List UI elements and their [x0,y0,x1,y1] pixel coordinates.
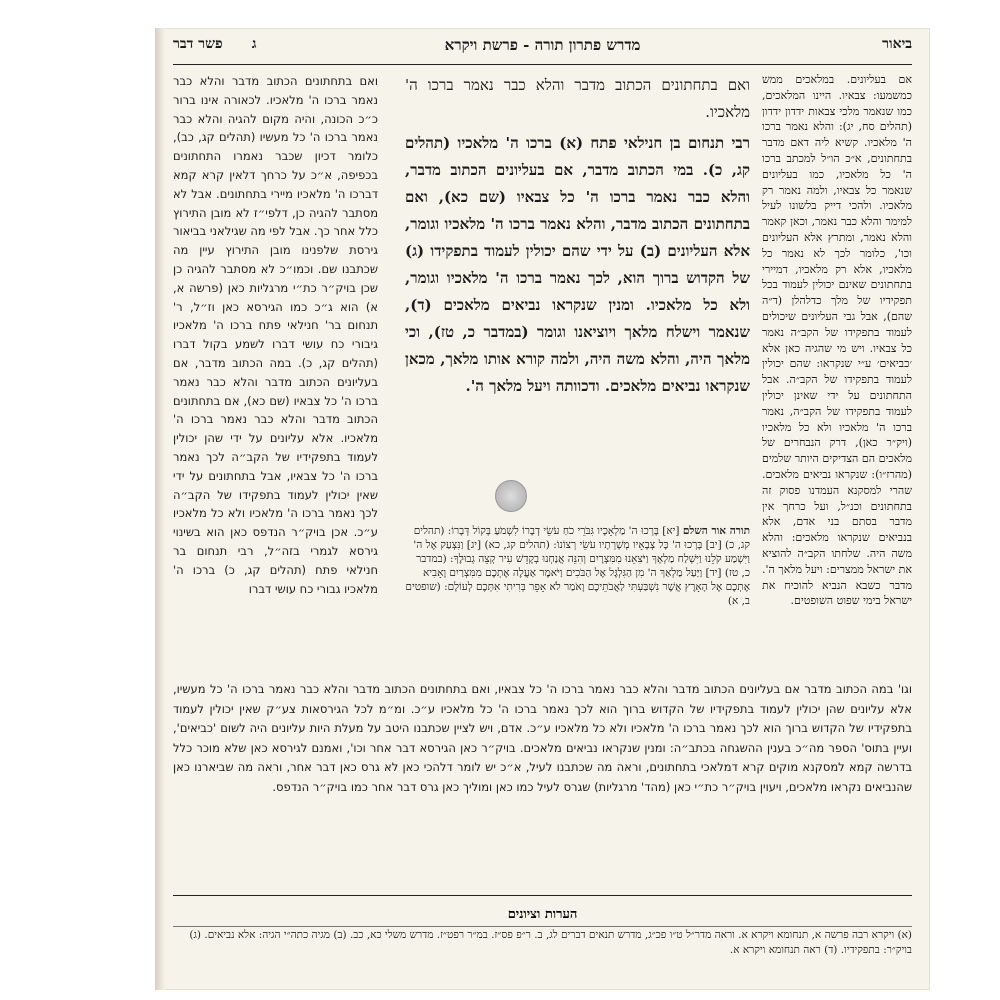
header-pesher-label: פשר דבר [173,36,223,52]
notes-title-rule [173,926,912,927]
notes-rule [173,895,912,896]
midrash-text: רבי תנחום בן חנילאי פתח (א) ברכו ה' מלאכיו (תהלים קג, כ). במי הכתוב מדבר, אם בעליונים הכתוב מדבר, והלא כבר נאמר ברכו ה' כל צבאיו (שם כא), ואם בתחתונים הכתוב מדבר, והלא נאמר ברכו ה' מלאכיו וגומר, אלא העליונים (ב) על ידי שהם יכולין לעמוד בתפקידו (ג) של הקדוש ברוך הוא, לכך נאמר ברכו ה' מלאכיו וגומר, ולא כל מלאכיו. ומנין שנקראו נביאים מלאכים (ד), שנאמר וישלח מלאך ויוציאנו וגומר (במדבר כ, טז), וכי מלאך היה, והלא משה היה, ולמה קורא אותו מלאך, מכאן שנקראו נביאים מלאכים. ודכוותה ויעל מלאך ה'. [405,134,750,395]
header-page-letter: ג [251,36,257,52]
midrash-lead: ואם בתחתונים הכתוב מדבר והלא כבר נאמר ברכו ה' מלאכיו. [405,76,750,121]
page-gutter-shadow [155,28,165,990]
header-rule [173,64,912,65]
publisher-emblem-icon [495,480,527,512]
header-biur-label: ביאור [882,36,912,52]
torah-or-section [405,524,750,664]
notes-text: (א) ויקרא רבה פרשה א, תנחומא ויקרא א. וראה מדר״ל ט״ו פכ״ג, מדרש תנאים דברים לג, ב. ר״פ פס״ז. במ״ר רפט״ז. מדרש משלי כא, כב. (ב) מגיה כתה״י הגיה: אלא נביאים. (ג) בויק״ר: בתפקידיו. (ד) ראה תנחומא ויקרא א. [189,929,912,956]
header-title: מדרש פתרון תורה - פרשת ויקרא [444,36,641,54]
notes-title: הערות וציונים [507,907,578,922]
bottom-commentary [173,680,912,890]
bottom-text: וגו' במה הכתוב מדבר אם בעליונים הכתוב מדבר והלא כבר נאמר ברכו ה' כל צבאיו, ואם בתחתונים הכתוב מדבר והלא כבר נאמר ברכו ה' כל מעשיו, אלא עליונים שהן יכולין לעמוד בתפקידיו של הקדוש ברוך הוא לכך נאמר ברכו ה' כל מלאכיו ע״כ. ומ״מ לכל הגירסאות צע״ק שאין יכולין לעמוד בתפקידיו של הקדוש ברוך הוא לכך נאמר ברכו ה' מלאכיו ולא כל מלאכיו ע״כ. אדם, ויש לציין שכתבנו היטב על מעלת היות עליונים היה לשום 'כביאים', ועיין בתוס' הספר מה״כ בענין ההשגחה בכתב״ה: ומנין שנקראו נביאים מלאכים. בויק״ר כאן הגירסא דבר אחר וכו', ואמנם לגירסא כאן שלא מוכר כלל בדרשה קמא למסקנא מוקים קרא דמלאכי בתחתונים, וראה מה שכתבנו לעיל, א״כ יש לומר דלהכי כאן לא גרס כאן דבר אחר, וראה מה שביארנו כאן שהנביאים נקראו מלאכים, ויעוין בויק״ר כת״י כאן (מהד' מרגליות) שגרס לעיל כמו כאן ומוליך כאן גרס דבר אחר כמו בויק״ר הנדפס. [173,682,912,794]
page-header [173,36,912,60]
pesher-text: ואם בתחתונים הכתוב מדבר והלא כבר נאמר ברכו ה' מלאכיו. לכאורה אינו ברור כ״כ הכונה, והיה מקום להגיה והלא כבר נאמר ברכו ה' כל מעשיו (תהלים קג, כב), כלומר דכיון שכבר נאמרו התחתונים בכפיפה, א״כ על כרחך דלאין קרא קמא דברכו ה' מלאכיו מיירי בתחתונים. אבל לא מסתבר להגיה כן, דלפי״ז לא מובן התירוץ כלל אחר כך. אבל לפי מה שגילאני בביאור גירסת שלפנינו מובן התירוץ עיין מה שכתבנו שם. וכמו״כ לא מסתבר להגיה כן שכן בויק״ר כת״י מרגליות כאן (פרשה א, א) הוא ג״כ כמו הגירסא כאן וז״ל, ר' תנחום בר' חנילאי פתח ברכו ה' מלאכיו גיבורי כח עושי דברו לשמע בקול דברו (תהלים קג, כ). במה הכתוב מדבר, אם בעליונים הכתוב מדבר והלא כבר נאמר ברכו ה' כל צבאיו (שם כא), אם בתחתונים הכתוב מדבר והלא כבר נאמר ברכו ה' מלאכיו. אלא עליונים על ידי שהן יכולין לעמוד בתפקידיו של הקב״ה לכך נאמר ברכו ה' כל צבאיו, אבל בתחתונים על ידי שאין יכולין לעמוד בתפקידו של הקב״ה לכך נאמר ברכו ה' מלאכיו ולא כל מלאכיו ע״כ. אכן בויק״ר הנדפס כאן הוא בשינוי גירסא לגמרי בזה״ל, רבי תנחום בר חנילאי פתח (תהלים קג, כ) ברכו ה' מלאכיו גבורי כח עושי דברו [173,74,378,596]
midrash-column [405,72,750,472]
torah-or-text: [יא] בָּרְכוּ ה' מַלְאָכָיו גִּבֹּרֵי כֹחַ עֹשֵׂי דְבָרוֹ לִשְׁמֹעַ בְּקוֹל דְּבָרוֹ: (תהלים קג, כ) [יב] בָּרְכוּ ה' כָּל צְבָאָיו מְשָׁרְתָיו עֹשֵׂי רְצוֹנוֹ: (תהלים קג, כא) [יג] וַנִּצְעַק אֶל ה' וַיִּשְׁמַע קֹלֵנוּ וַיִּשְׁלַח מַלְאָךְ וַיֹּצִאֵנוּ מִמִּצְרָיִם וְהִנֵּה אֲנַחְנוּ בְקָדֵשׁ עִיר קְצֵה גְבוּלֶךָ: (במדבר כ, טז) [יד] וַיַּעַל מַלְאַךְ ה' מִן הַגִּלְגָּל אֶל הַבֹּכִים וַיֹּאמֶר אַעֲלֶה אֶתְכֶם מִמִּצְרַיִם וָאָבִיא אֶתְכֶם אֶל הָאָרֶץ אֲשֶׁר נִשְׁבַּעְתִּי לַאֲבֹתֵיכֶם וָאֹמַר לֹא אָפֵר בְּרִיתִי אִתְּכֶם לְעוֹלָם: (שופטים ב, א) [405,525,750,607]
biur-column [762,72,912,762]
pesher-column [173,72,378,678]
biur-text: אם בעליונים. במלאכים ממש כמשמעו: צבאיו. היינו המלאכים, כמו שנאמר מלכי צבאות ידדון ידדון (תהלים סח, יג): והלא נאמר ברכו ה' מלאכיו. קשיא ליה דאם מדבר בתחתונים, א״כ הו״ל למכתב ברכו ה' כל מלאכיו, כמו בעליונים שנאמר כל צבאיו, ולמה נאמר רק מלאכיו. ולהכי דייק בלשונו לעיל למימר והלא כבר נאמר, וכאן קאמר והלא נאמר, ומתרץ אלא העליונים וכו', כלומר לכך לא נאמר כל מלאכיו, אלא רק מלאכיו, דמיירי בתחתונים שאינם יכולין לעמוד בכל תפקידיו של מלך כדלהלן (ד״ה שהם), אבל גבי העליונים שיכולים לעמוד בתפקידו של הקב״ה נאמר כל צבאיו. ויש מי שהגיה כאן אלא ׳כביאים׳ ע״י שנקראו: שהם יכולין לעמוד בתפקידו של הקב״ה. אבל התחתונים על ידי שאינן יכולין לעמוד בתפקידו של הקב״ה, נאמר ברכו ה' מלאכיו ולא כל מלאכיו (ויק״ר כאן), דרק הנבחרים של מלאכים הם הצדיקים היותר שלמים (מהרז״ו): שנקראו נביאים מלאכים. שהרי למסקנא העמדנו פסוק זה בתחתונים וכנ״ל, ועל כרחך אין מדבר בסתם בני אדם, אלא בנביאים שנקראו מלאכים: והלא משה היה. שלחתו הקב״ה להוציא את ישראל ממצרים: ויעל מלאך ה'. מדבר כשבא הנביא להוכיח את ישראל בימי שפוט השופטים. [762,73,912,608]
book-page [155,28,930,990]
torah-or-title: תורה אור השלם [682,525,750,537]
header-right-group [173,36,257,53]
